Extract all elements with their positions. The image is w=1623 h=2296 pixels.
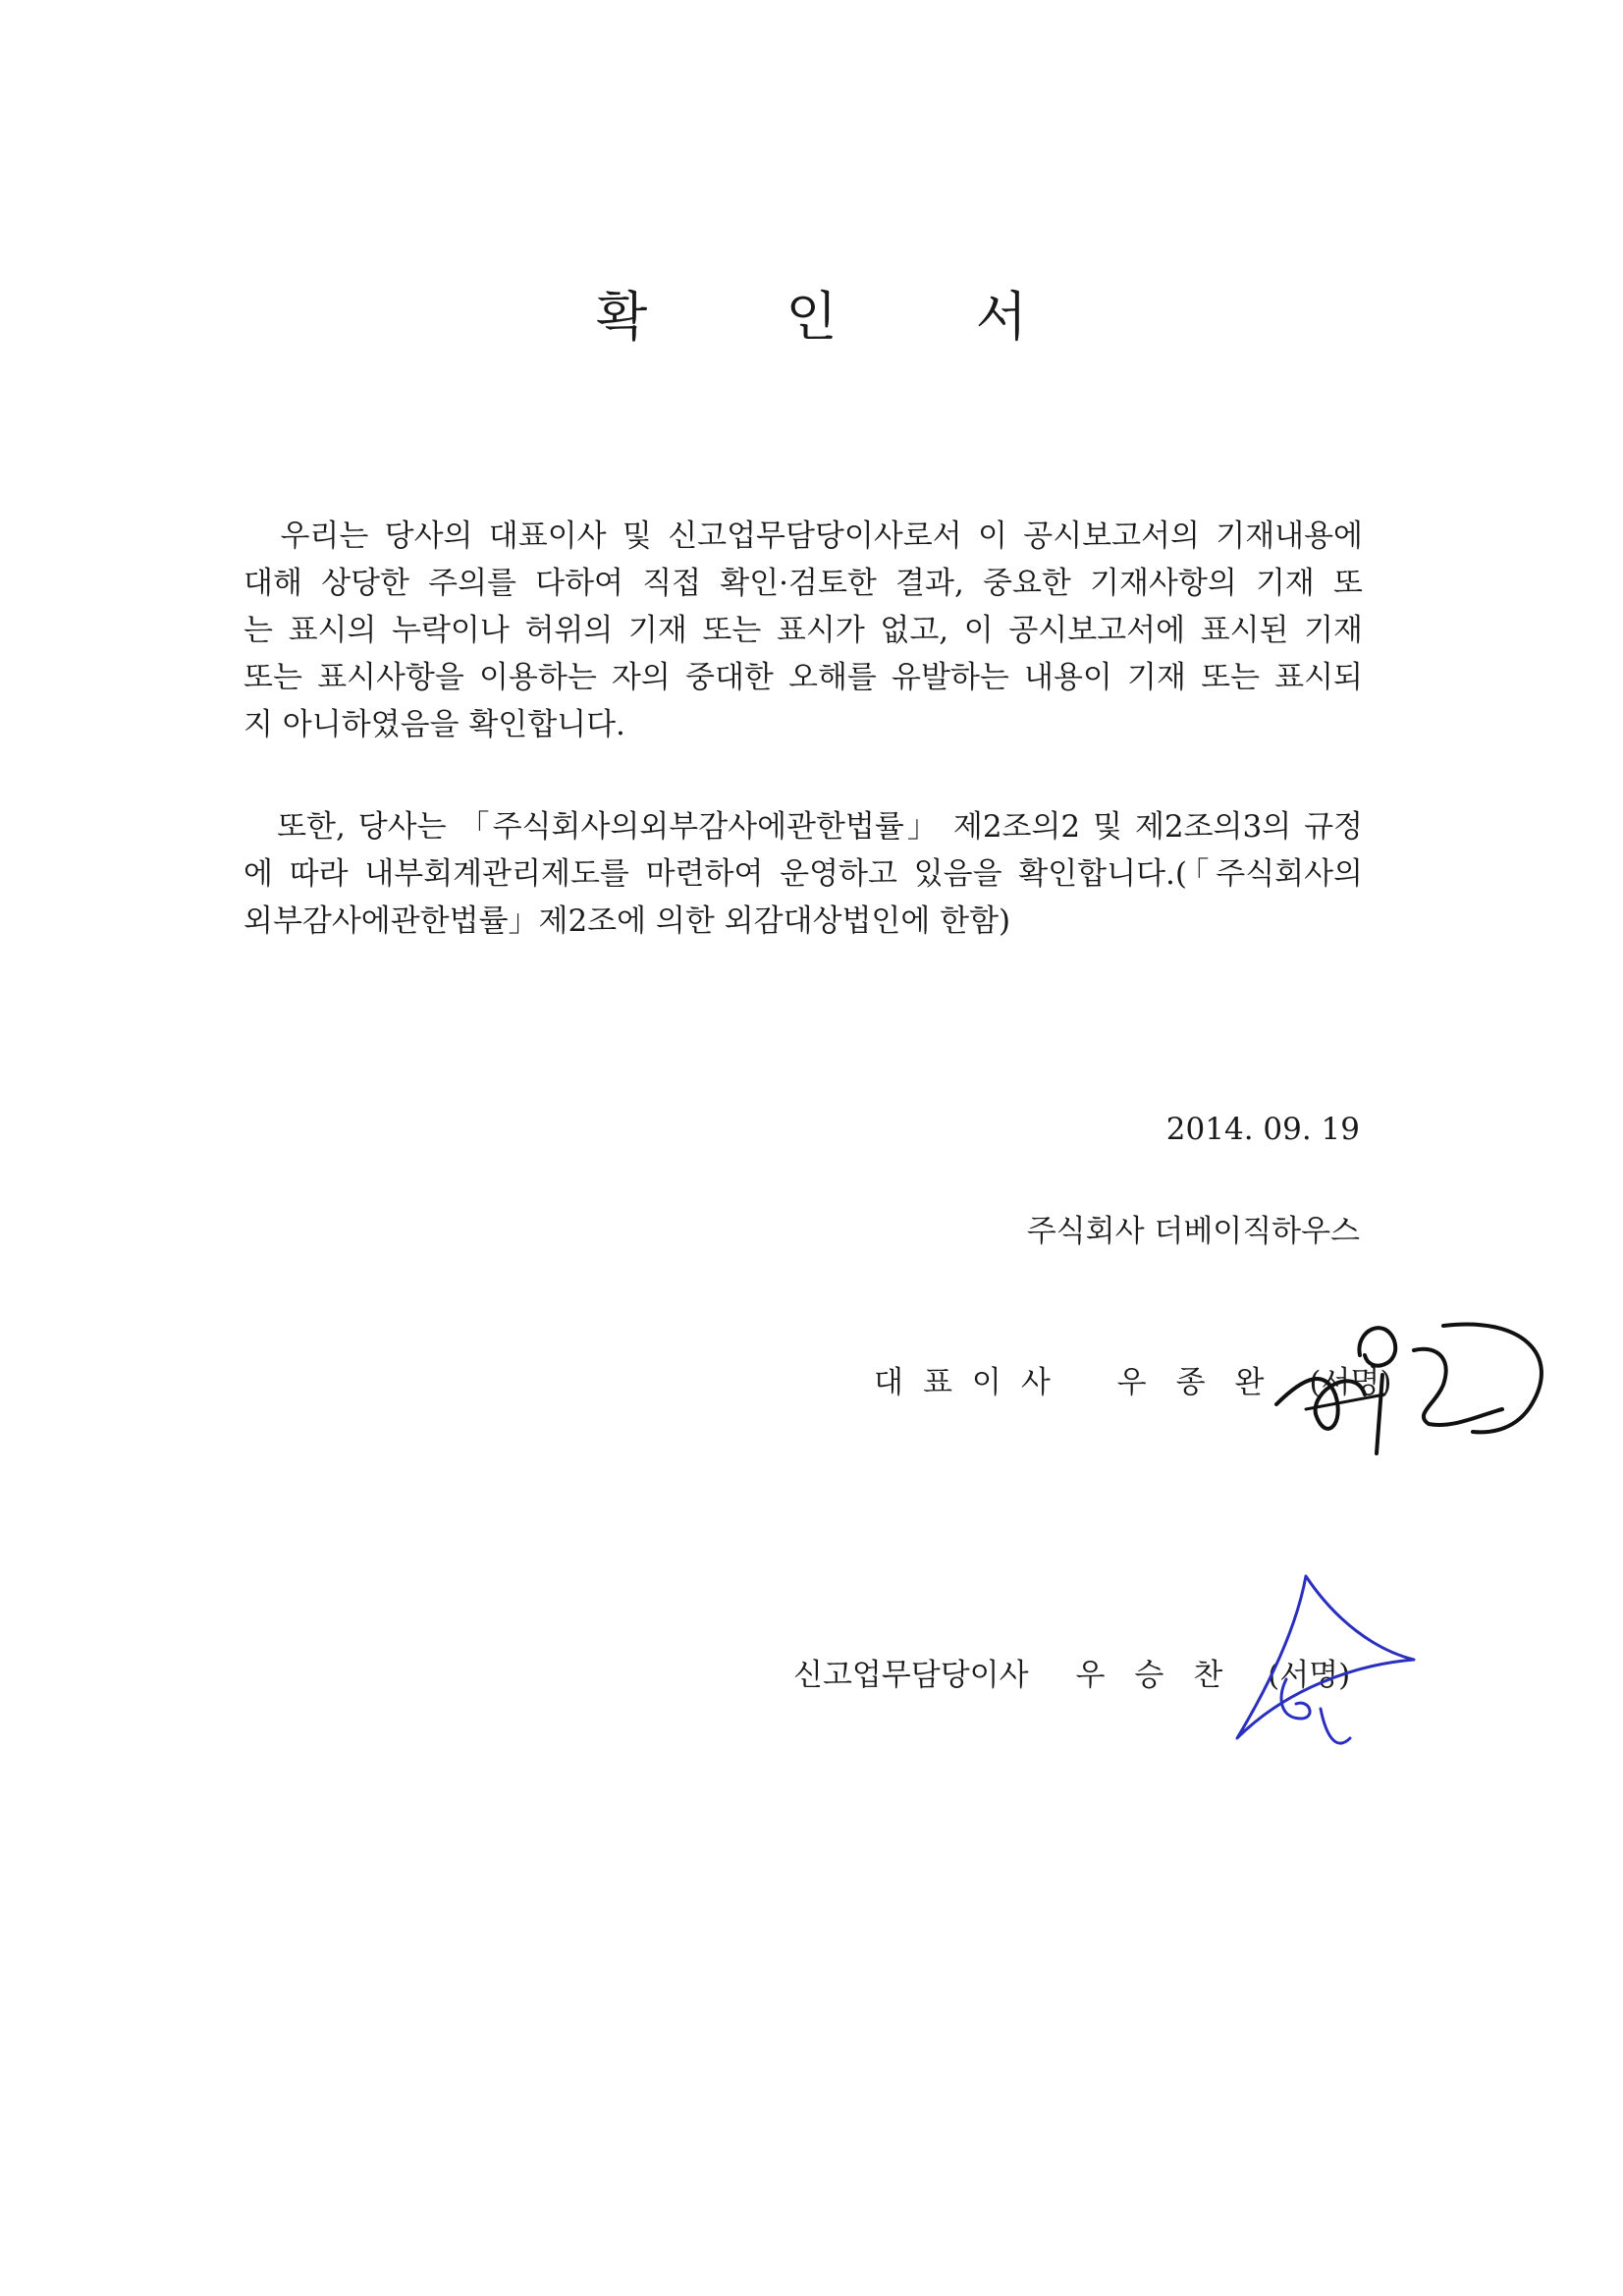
company-name: 주식회사 더베이직하우스 bbox=[1026, 1214, 1360, 1249]
paragraph-line: 또는 표시사항을 이용하는 자의 중대한 오해를 유발하는 내용이 기재 또는 표시되 bbox=[243, 660, 1363, 695]
paragraph-line: 에 따라 내부회계관리제도를 마련하여 운영하고 있음을 확인합니다.(「주식회사의 bbox=[243, 856, 1363, 892]
paragraph-line: 는 표시의 누락이나 허위의 기재 또는 표시가 없고, 이 공시보고서에 표시된 기재 bbox=[243, 613, 1363, 648]
paragraph-line: 우리는 당사의 대표이사 및 신고업무담당이사로서 이 공시보고서의 기재내용에 bbox=[243, 519, 1363, 554]
ceo-sign-mark: (서명) bbox=[1309, 1365, 1392, 1400]
document-date: 2014. 09. 19 bbox=[1165, 1112, 1360, 1147]
paragraph-line: 대해 상당한 주의를 다하여 직접 확인·검토한 결과, 중요한 기재사항의 기재 또 bbox=[243, 566, 1363, 601]
paragraph-line: 외부감사에관한법률」제2조에 의한 외감대상법인에 한함) bbox=[243, 903, 1011, 939]
paragraph-line: 지 아니하였음을 확인합니다. bbox=[243, 707, 625, 742]
ceo-signature-icon bbox=[1267, 1296, 1551, 1463]
internal-control-paragraph bbox=[243, 803, 1363, 945]
disclosure-officer-role: 신고업무담당이사 bbox=[793, 1658, 1029, 1693]
disclosure-officer-signature-icon bbox=[1227, 1571, 1424, 1758]
ceo-name: 우종완 bbox=[1116, 1365, 1294, 1400]
confirmation-paragraph bbox=[243, 513, 1363, 748]
document-title: 확 인 서 bbox=[596, 286, 1088, 348]
paragraph-line: 또한, 당사는 「주식회사의외부감사에관한법률」 제2조의2 및 제2조의3의 규정 bbox=[243, 809, 1363, 845]
ceo-role: 대표이사 bbox=[874, 1365, 1070, 1400]
disclosure-officer-name: 우승찬 bbox=[1075, 1658, 1253, 1693]
disclosure-officer-sign-mark: (서명) bbox=[1268, 1658, 1351, 1693]
